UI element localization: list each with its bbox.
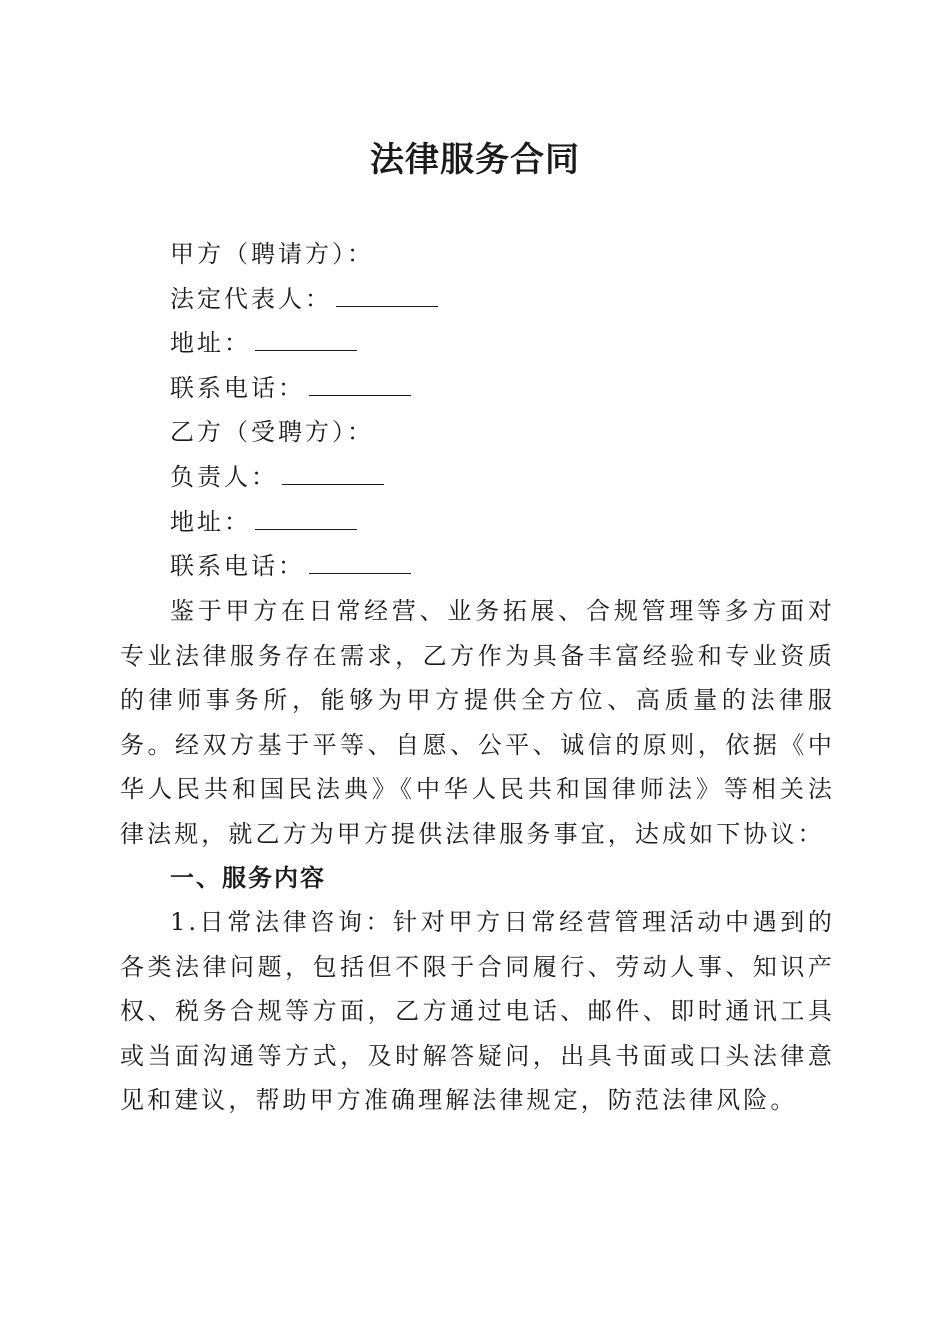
party-info-block: [170, 232, 438, 589]
address-blank[interactable]: [255, 330, 357, 351]
section-heading: 一、服务内容: [170, 864, 326, 892]
party-b-address: [170, 500, 438, 545]
party-b-phone: [170, 544, 438, 589]
address-label: 地址：: [170, 329, 251, 358]
representative-blank[interactable]: [336, 286, 438, 307]
party-a-phone: [170, 366, 438, 411]
intro-paragraph: 鉴于甲方在日常经营、业务拓展、合规管理等多方面对专业法律服务存在需求，乙方作为具备丰富经验和专业资质的律师事务所，能够为甲方提供全方位、高质量的法律服务。经双方基于平等、自愿、公平、诚信的原则，依据《中华人民共和国民法典》《中华人民共和国律师法》等相关法律法规，就乙方为甲方提供法律服务事宜，达成如下协议：: [120, 597, 835, 848]
party-b-heading: [170, 410, 438, 455]
responsible-label: 负责人：: [170, 462, 278, 491]
responsible-blank[interactable]: [282, 464, 384, 485]
clause-paragraph: 1.日常法律咨询：针对甲方日常经营管理活动中遇到的各类法律问题，包括但不限于合同履行、劳动人事、知识产权、税务合规等方面，乙方通过电话、邮件、即时通讯工具或当面沟通等方式，及时解答疑问，出具书面或口头法律意见和建议，帮助甲方准确理解法律规定，防范法律风险。: [120, 908, 835, 1115]
party-a-representative: [170, 277, 438, 322]
phone-label: 联系电话：: [170, 552, 305, 581]
phone-blank[interactable]: [309, 553, 411, 574]
party-a-address: [170, 321, 438, 366]
address-blank[interactable]: [255, 509, 357, 530]
party-b-label: 乙方（受聘方）：: [170, 418, 374, 447]
representative-label: 法定代表人：: [170, 284, 332, 313]
phone-blank[interactable]: [309, 375, 411, 396]
party-a-heading: [170, 232, 438, 277]
document-title: 法律服务合同: [370, 140, 580, 180]
phone-label: 联系电话：: [170, 373, 305, 402]
party-b-responsible: [170, 455, 438, 500]
party-a-label: 甲方（聘请方）：: [170, 240, 374, 268]
address-label: 地址：: [170, 507, 251, 536]
